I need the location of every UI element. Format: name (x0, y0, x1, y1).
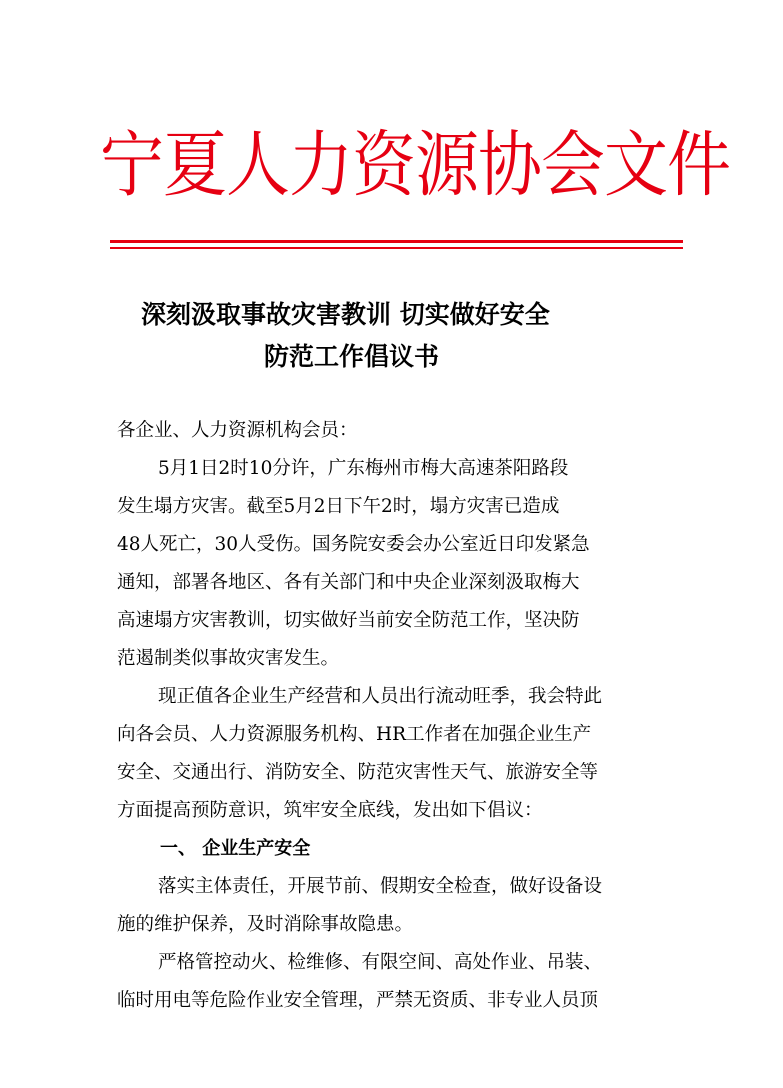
body-line: 临时用电等危险作业安全管理，严禁无资质、非专业人员顶 (117, 990, 599, 1011)
body-line: 施的维护保养，及时消除事故隐患。 (117, 914, 414, 935)
org-masthead-title: 宁夏人力资源协会文件 (100, 124, 730, 208)
doc-title-line-1: 深刻汲取事故灾害教训 切实做好安全 (141, 300, 550, 329)
body-line: 向各会员、人力资源服务机构、HR工作者在加强企业生产 (117, 724, 592, 745)
body-line: 范遏制类似事故灾害发生。 (117, 648, 340, 669)
body-line: 高速塌方灾害教训，切实做好当前安全防范工作，坚决防 (117, 610, 580, 631)
header-rule-thin (110, 247, 683, 249)
doc-title-line-2: 防范工作倡议书 (264, 342, 440, 371)
body-line: 5月1日2时10分许，广东梅州市梅大高速茶阳路段 (158, 458, 569, 479)
body-line: 48人死亡，30人受伤。国务院安委会办公室近日印发紧急 (117, 534, 590, 555)
body-line: 发生塌方灾害。截至5月2日下午2时，塌方灾害已造成 (117, 496, 560, 517)
body-line: 严格管控动火、检维修、有限空间、高处作业、吊装、 (158, 952, 603, 973)
body-line: 安全、交通出行、消防安全、防范灾害性天气、旅游安全等 (117, 762, 599, 783)
section-heading: 一、 企业生产安全 (160, 838, 311, 859)
document-body (117, 412, 677, 1020)
header-rule-thick (110, 240, 683, 243)
body-line: 落实主体责任，开展节前、假期安全检查，做好设备设 (158, 876, 603, 897)
body-line: 现正值各企业生产经营和人员出行流动旺季，我会特此 (158, 686, 603, 707)
body-line: 方面提高预防意识，筑牢安全底线，发出如下倡议： (117, 800, 543, 821)
salutation: 各企业、人力资源机构会员： (117, 420, 358, 441)
body-line: 通知，部署各地区、各有关部门和中央企业深刻汲取梅大 (117, 572, 580, 593)
